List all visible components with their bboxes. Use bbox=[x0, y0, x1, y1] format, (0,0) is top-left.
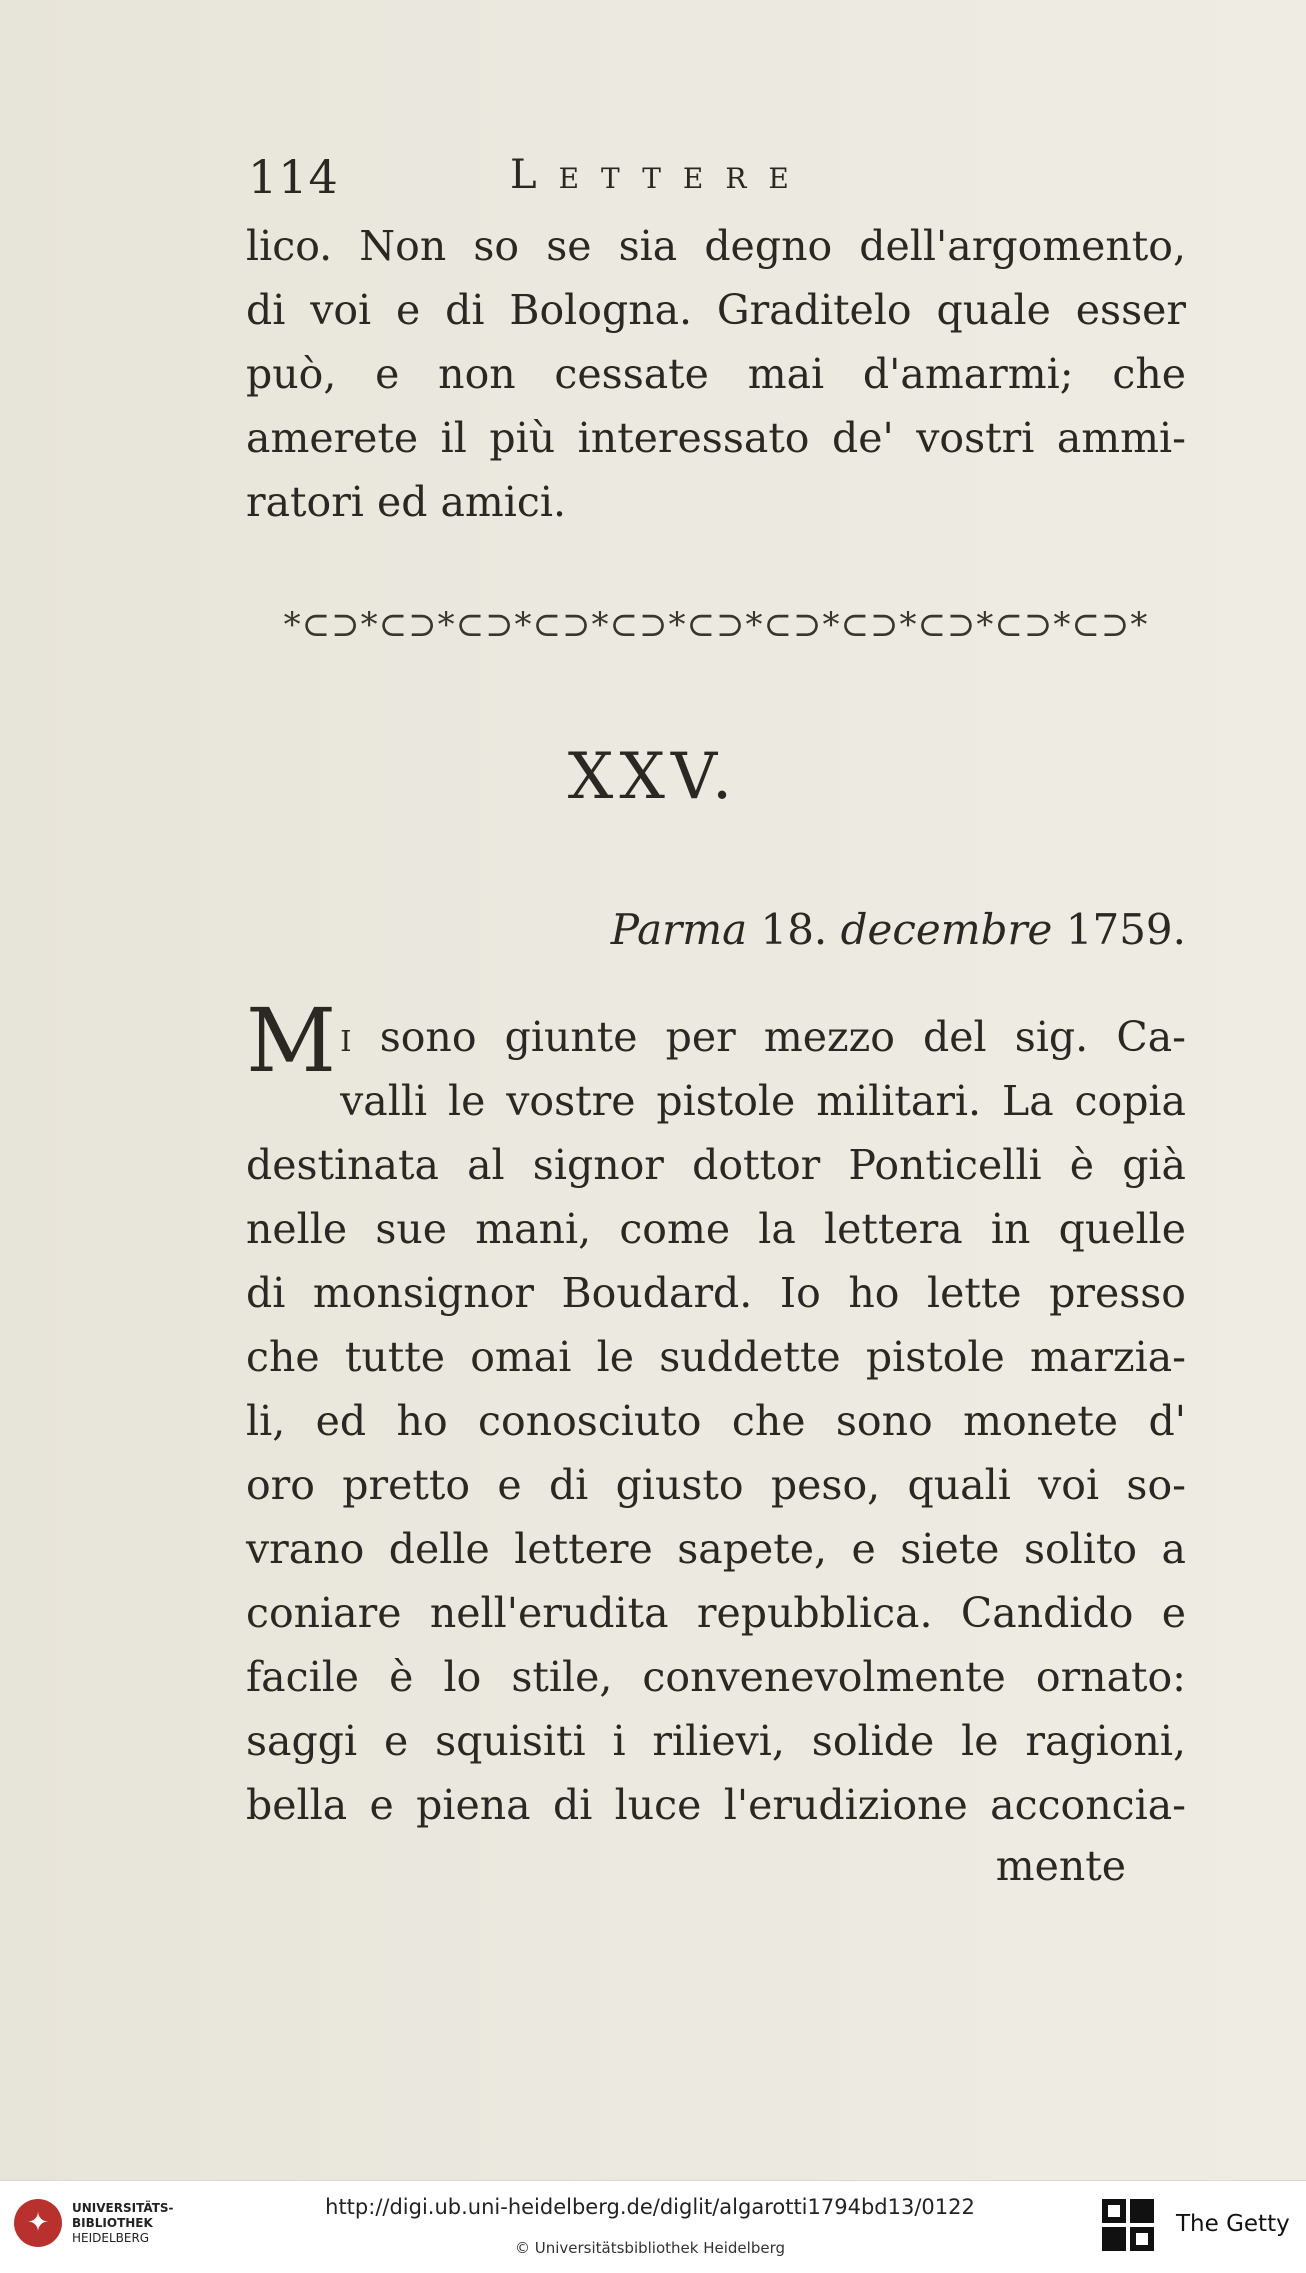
text-line: può, e non cessate mai d'amarmi; che bbox=[246, 350, 1186, 398]
text-line-first bbox=[246, 989, 1186, 1092]
library-name-line: HEIDELBERG bbox=[72, 2231, 150, 2245]
letter-number: XXV. bbox=[567, 740, 739, 814]
dateline-place: Parma bbox=[610, 905, 748, 954]
page-number: 114 bbox=[248, 150, 339, 204]
text-line: destinata al signor dottor Ponticelli è già bbox=[246, 1141, 1186, 1189]
text-line: nelle sue mani, come la lettera in quelle bbox=[246, 1205, 1186, 1253]
first-line-text: sono giunte per mezzo del sig. Ca- bbox=[379, 1013, 1186, 1061]
text-line: di voi e di Bologna. Graditelo quale esser bbox=[246, 286, 1186, 334]
library-name-line: UNIVERSITÄTS- bbox=[72, 2201, 174, 2215]
ornamental-divider: *⊂⊃*⊂⊃*⊂⊃*⊂⊃*⊂⊃*⊂⊃*⊂⊃*⊂⊃*⊂⊃*⊂⊃*⊂⊃* bbox=[283, 605, 1149, 645]
permalink-url[interactable]: http://digi.ub.uni-heidelberg.de/diglit/algarotti1794bd13/0122 bbox=[325, 2195, 975, 2219]
text-line: ratori ed amici. bbox=[246, 478, 567, 526]
text-line: li, ed ho conosciuto che sono monete d' bbox=[246, 1397, 1186, 1445]
library-name-line: BIBLIOTHEK bbox=[72, 2216, 153, 2230]
text-line: vrano delle lettere sapete, e siete solito a bbox=[246, 1525, 1186, 1573]
page-header bbox=[248, 150, 948, 210]
text-line: coniare nell'erudita repubblica. Candido e bbox=[246, 1589, 1186, 1637]
copyright-notice: © Universitätsbibliothek Heidelberg bbox=[514, 2239, 785, 2257]
library-name bbox=[72, 2201, 174, 2246]
dateline bbox=[246, 905, 1186, 954]
text-line: facile è lo stile, convenevolmente ornato: bbox=[246, 1653, 1186, 1701]
viewer-footer bbox=[0, 2180, 1306, 2273]
drop-cap: M bbox=[246, 989, 337, 1092]
text-line: che tutte omai le suddette pistole marzia- bbox=[246, 1333, 1186, 1381]
text-line: saggi e squisiti i rilievi, solide le ragioni, bbox=[246, 1717, 1186, 1765]
getty-logo-icon bbox=[1100, 2197, 1156, 2253]
catchword: mente bbox=[995, 1842, 1126, 1890]
text-line: lico. Non so se sia degno dell'argomento, bbox=[246, 222, 1186, 270]
dateline-day: 18. bbox=[760, 905, 828, 954]
dateline-month: decembre bbox=[840, 905, 1053, 954]
partner-name: The Getty bbox=[1176, 2211, 1290, 2237]
dateline-year: 1759. bbox=[1065, 905, 1186, 954]
text-line: bella e piena di luce l'erudizione acconcia- bbox=[246, 1781, 1186, 1829]
university-seal-icon: ✦ bbox=[14, 2199, 62, 2247]
text-line: di monsignor Boudard. Io ho lette presso bbox=[246, 1269, 1186, 1317]
text-line: amerete il più interessato de' vostri ammi- bbox=[246, 414, 1186, 462]
text-line: valli le vostre pistole militari. La copia bbox=[340, 1077, 1186, 1125]
running-title: Lettere bbox=[510, 152, 811, 198]
drop-cap-rest: i bbox=[340, 1013, 352, 1061]
previous-letter-ending bbox=[246, 214, 1186, 534]
letter-body bbox=[246, 989, 1186, 1837]
text-line: oro pretto e di giusto peso, quali voi so- bbox=[246, 1461, 1186, 1509]
